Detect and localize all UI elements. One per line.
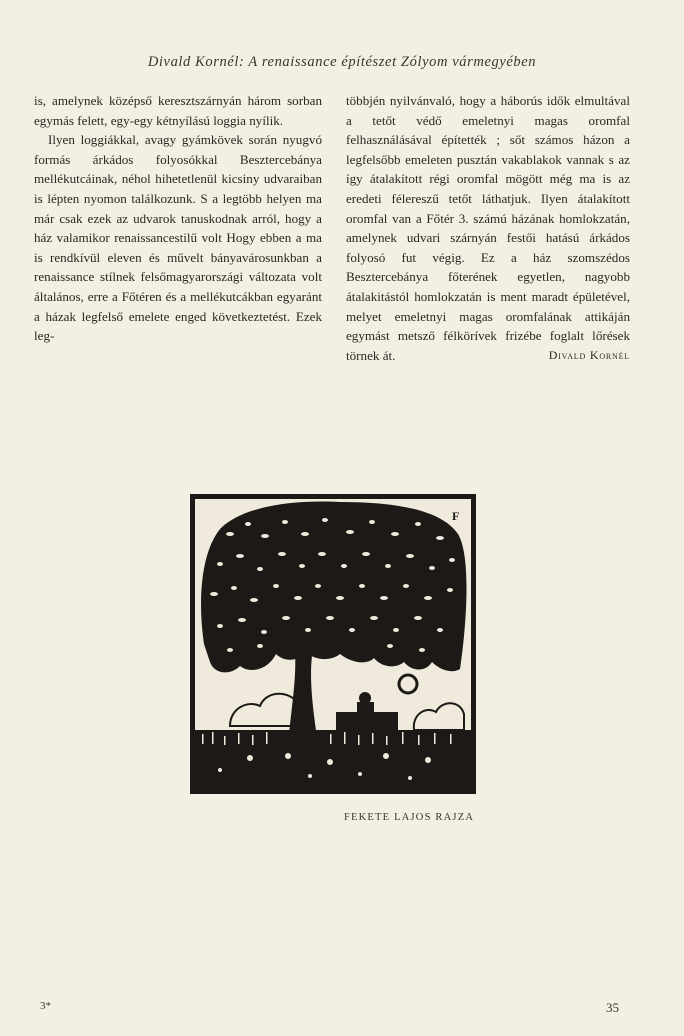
paragraph: Ilyen loggiákkal, avagy gyámkövek során nyugvó formás árkádos folyosókkal Besztercebánya mellékutcáinak, néhol hihetetlenül kicsiny udvaraiban is lépten nyomon találkozunk. S a legtöbb helyen ma már csak ezek az udvarok tanuskodnak arról, hogy a ház valamikor renaissancestilű volt Hogy ebben a ma is rendkívül eleven és művelt bányavárosunkban a renaissance stílnek felsőmagyarországi változata volt általános, erre a Főtéren és a mellékutcákban egyaránt a házak legfelső emelete enged következtetést. Ezek leg- xyxy=(34,132,322,344)
page-number: 35 xyxy=(606,1000,619,1015)
paragraph: is, amelynek középső keresztszárnyán három sorban egymás felett, egy-egy kétnyílású loggia nyílik. xyxy=(34,93,322,128)
tree-woodcut-image xyxy=(190,494,476,794)
article-column-left xyxy=(34,91,322,346)
woodcut-illustration xyxy=(190,494,476,794)
article-column-right xyxy=(346,91,630,365)
printer-signature-mark: 3* xyxy=(40,1000,51,1012)
illustration-caption: FEKETE LAJOS RAJZA xyxy=(344,812,475,823)
author-signature: Divald Kornél xyxy=(548,347,630,362)
paragraph: többjén nyilvánvaló, hogy a háborús idők elmultával a tetőt védő emeletnyi magas oromfal felhasználásával építették ; sőt számos házon a legfelsőbb emeleten pusztán vakablakok vannak s az így átalakított régi oromfal mögött még ma is az eredeti félereszű tetőt láthatjuk. Ilyen átalakított oromfal van a Főtér 3. számú házának homlokzatán, amelynek udvari szárnyán festői hatású árkádos folyosó fut végig. Ez a ház szomszédos Besztercebánya főterének egyetlen, nagyobb átalakitástól homlokzatán is ment maradt épületével, melyet emeletnyi magas oromfalának attikáján egymást metsző félkörívek frizébe foglalt lőrések törnek át. xyxy=(346,93,630,363)
running-head: Divald Kornél: A renaissance építészet Zólyom vármegyében xyxy=(147,54,537,70)
monogram-label: F xyxy=(452,509,460,523)
